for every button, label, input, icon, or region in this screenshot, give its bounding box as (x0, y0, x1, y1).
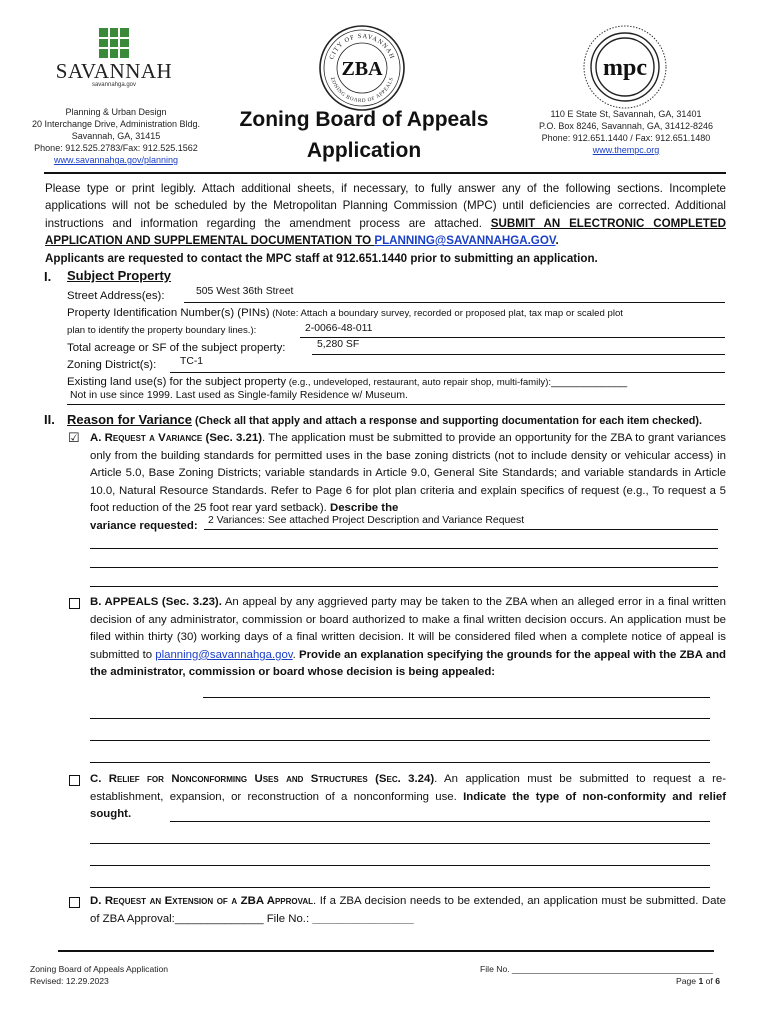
footer-page-num: 1 (698, 976, 704, 986)
extension-checkbox[interactable] (69, 897, 80, 908)
savannah-grid-icon (99, 28, 129, 58)
section-2-title: Reason for Variance (67, 412, 192, 427)
footer-page-prefix: Page (676, 976, 699, 986)
savannah-logo (55, 28, 173, 88)
variance-text: . The application must be submitted to provide an opportunity for the ZBA to grant variances only from the building standards for permitted uses in the base zoning districts (not to include density or vehicular access) in Article 5.0, Base Zoning Districts; variable standards in Article 9.0, General Site Standards; and variable standards in Article 10.0, Natural Resource Standards. Refer to Page 6 for plot plan criteria and explain specifics of request (e.g., To request a 5 foot reduction of the 25 foot rear yard setback). (90, 432, 726, 515)
mpc-address-block (528, 108, 724, 156)
extension-fileno-blank[interactable]: ________________ (312, 912, 414, 925)
nonconforming-paragraph (90, 771, 726, 824)
zoning-underline (170, 372, 725, 373)
mpc-street: 110 E State St, Savannah, GA, 31401 (550, 109, 702, 119)
zba-seal-top-text: CITY OF SAVANNAH (328, 32, 396, 61)
extension-paragraph (90, 893, 726, 928)
nonconforming-underline-4[interactable] (90, 887, 710, 888)
mpc-phone: Phone: 912.651.1440 / Fax: 912.651.1480 (541, 133, 711, 143)
pin-label-line (67, 305, 727, 322)
variance-checkbox[interactable]: ☑ (68, 430, 80, 445)
mpc-po-box: P.O. Box 8246, Savannah, GA, 31412-8246 (539, 121, 713, 131)
planning-phone: Phone: 912.525.2783/Fax: 912.525.1562 (34, 143, 198, 153)
footer-page-total: 6 (715, 976, 720, 986)
footer-left (30, 963, 168, 987)
extension-date-blank[interactable]: ______________ (174, 912, 264, 925)
section-2-number: II. (44, 412, 55, 427)
landuse-label-line (67, 374, 627, 391)
svg-text:ZONING BOARD OF APPEALS (329, 77, 395, 105)
section-1-title: Subject Property (67, 268, 172, 283)
extension-heading: D. Request an Extension of a ZBA Approval (90, 895, 314, 907)
footer-page (480, 975, 720, 987)
footer-revised: Revised: 12.29.2023 (30, 976, 109, 986)
intro-text: Please type or print legibly. Attach additional sheets, if necessary, to fully answer any of the following sections. Incomplete applications will not be scheduled by the Metropolitan Planning Commission (MPC) until deficiencies are corrected. Additional instructions and information regarding the amendment process are attached. (45, 182, 726, 230)
section-1-number: I. (44, 269, 52, 284)
variance-heading: A. Request a Variance (90, 432, 203, 444)
planning-street: 20 Interchange Drive, Administration Bldg. (31, 119, 201, 129)
appeals-underline-4[interactable] (90, 762, 710, 763)
zoning-label: Zoning District(s): (67, 359, 157, 371)
nonconforming-underline-1[interactable] (170, 821, 710, 822)
appeals-bold: Provide an explanation specifying the grounds for the appeal with the ZBA and the administrator, commission or board whose decision is being appealed: (90, 648, 726, 679)
intro-submit-text: SUBMIT AN ELECTRONIC COMPLETED APPLICATION AND SUPPLEMENTAL DOCUMENTATION TO (45, 216, 726, 248)
appeals-text: An appeal by any aggrieved party may be taken to the ZBA when an alleged error in a final written decision of any administrator, commission or board authorized to make a final written decision occurs. An application must be filed within thirty (30) working days of a final written decision. It will be considered filed when a complete notice of appeal is submitted to (90, 596, 726, 661)
zba-seal-center-text: ZBA (341, 58, 383, 80)
extension-text: . If a ZBA decision needs to be extended, an application must be submitted. Date of ZBA Approval: (90, 895, 726, 925)
title-line-1: Zoning Board of Appeals (239, 108, 489, 131)
title-line-2: Application (306, 139, 422, 162)
section-2-heading (67, 411, 702, 429)
savannah-logo-site: savannahga.gov (91, 82, 137, 88)
appeals-underline-2[interactable] (90, 718, 710, 719)
nonconforming-underline-3[interactable] (90, 865, 710, 866)
page-title (228, 104, 500, 166)
street-address-field[interactable]: 505 West 36th Street (196, 286, 294, 297)
footer-right (480, 963, 720, 987)
section-2-subtitle: (Check all that apply and attach a response and supporting documentation for each item checked). (192, 415, 702, 427)
landuse-blank: ____________ (551, 376, 628, 388)
appeals-email-link[interactable]: planning@savannahga.gov (155, 648, 293, 661)
zoning-field[interactable]: TC-1 (180, 356, 204, 367)
footer-file-no: File No. __________________________________________ (480, 964, 713, 974)
planning-address-block (20, 106, 212, 166)
header-divider (44, 172, 726, 174)
variance-describe-2: variance requested: (90, 519, 198, 532)
mpc-website-link[interactable]: www.thempc.org (592, 145, 660, 155)
pin-underline (300, 337, 725, 338)
mpc-seal-icon (582, 24, 668, 110)
variance-field[interactable]: 2 Variances: See attached Project Description and Variance Request (208, 515, 525, 526)
pin-note: (Note: Attach a boundary survey, recorded or proposed plat, tax map or scaled plot (269, 308, 623, 319)
savannah-logo-word: SAVANNAH (55, 59, 173, 83)
intro-email-link[interactable]: PLANNING@SAVANNAHGA.GOV (374, 234, 556, 248)
planning-dept: Planning & Urban Design (65, 107, 167, 117)
appeals-underline-3[interactable] (90, 740, 710, 741)
acreage-field[interactable]: 5,280 SF (317, 339, 360, 350)
mpc-seal-text: mpc (603, 55, 647, 81)
nonconforming-bold: Indicate the type of non-conformity and relief sought. (90, 790, 726, 821)
footer-page-of: of (703, 976, 716, 986)
planning-city: Savannah, GA, 31415 (71, 131, 161, 141)
appeals-heading: B. APPEALS (Sec. 3.23). (90, 596, 222, 608)
landuse-underline (67, 404, 725, 405)
appeals-paragraph (90, 594, 726, 682)
variance-underline-2 (90, 548, 718, 549)
extension-fileno-label: File No.: (263, 912, 313, 925)
intro-period: . (555, 234, 559, 248)
landuse-field[interactable]: Not in use since 1999. Last used as Single-family Residence w/ Museum. (70, 390, 408, 401)
intro-paragraph (45, 180, 726, 267)
svg-text:CITY OF SAVANNAH (328, 33, 395, 61)
zba-seal-icon (318, 24, 406, 112)
nonconforming-underline-2[interactable] (90, 843, 710, 844)
variance-underline-3 (90, 567, 718, 568)
variance-sec: (Sec. 3.21) (202, 432, 263, 444)
variance-underline-1 (204, 529, 718, 530)
landuse-note: (e.g., undeveloped, restaurant, auto repair shop, multi-family): (286, 377, 552, 388)
planning-website-link[interactable]: www.savannahga.gov/planning (53, 155, 179, 165)
acreage-underline (312, 354, 725, 355)
nonconforming-checkbox[interactable] (69, 775, 80, 786)
pin-note-2: plan to identify the property boundary lines.): (67, 325, 257, 336)
street-address-underline (184, 302, 725, 303)
appeals-checkbox[interactable] (69, 598, 80, 609)
intro-contact-text: Applicants are requested to contact the MPC staff at 912.651.1440 prior to submitting an application. (45, 251, 598, 265)
footer-divider (58, 950, 714, 952)
footer-form-name: Zoning Board of Appeals Application (30, 964, 169, 974)
variance-underline-4 (90, 586, 718, 587)
appeals-period: . (292, 648, 299, 661)
zba-seal-bottom-text: ZONING BOARD OF APPEALS (328, 76, 396, 105)
pin-label: Property Identification Number(s) (PINs) (67, 307, 270, 319)
acreage-label: Total acreage or SF of the subject property: (67, 342, 286, 354)
street-address-label: Street Address(es): (67, 290, 165, 302)
nonconforming-text: . An application must be submitted to request a re-establishment, expansion, or reconstruction of a nonconforming use. (90, 773, 726, 803)
nonconforming-heading: C. Relief for Nonconforming Uses and Structures (Sec. 3.24) (90, 773, 435, 785)
pin-field[interactable]: 2-0066-48-011 (305, 323, 373, 334)
landuse-label: Existing land use(s) for the subject property (67, 376, 287, 388)
appeals-underline-1[interactable] (203, 697, 710, 698)
variance-describe: Describe the (329, 502, 399, 515)
